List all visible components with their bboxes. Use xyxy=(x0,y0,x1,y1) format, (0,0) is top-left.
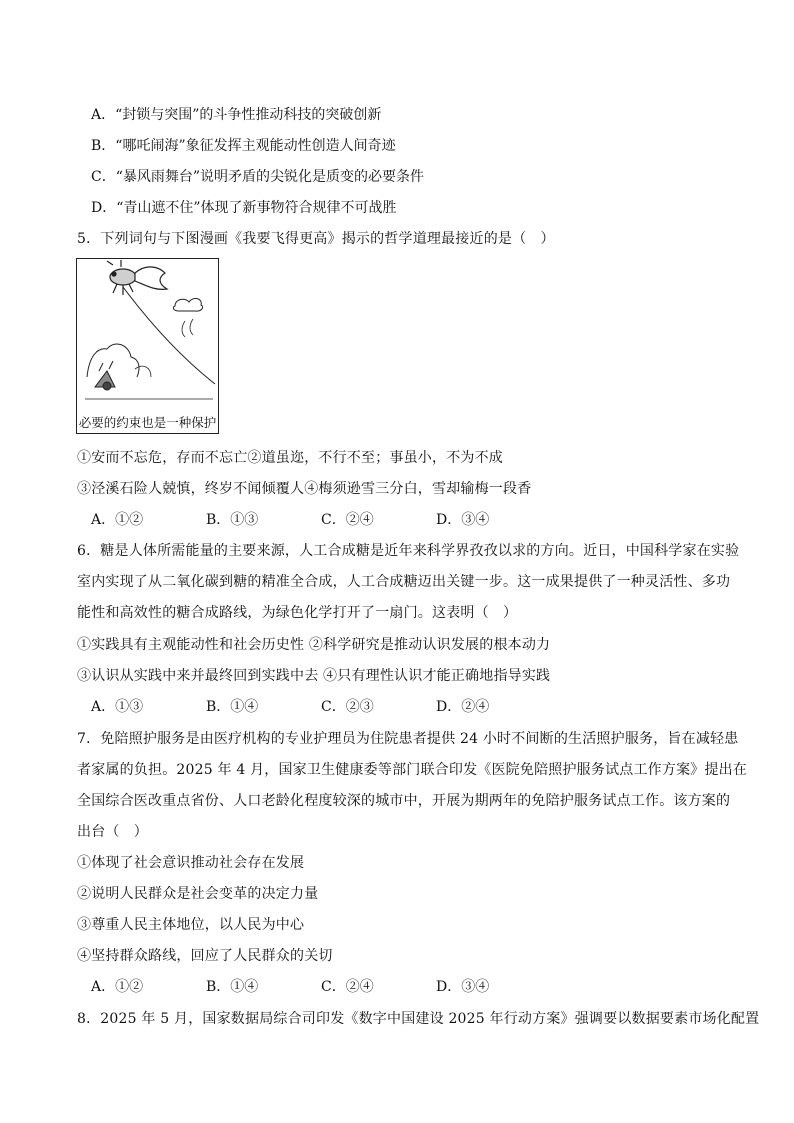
comic-illustration xyxy=(76,258,219,434)
q7-item-2: ②说明人民群众是社会变革的决定力量 xyxy=(77,886,319,902)
q7-stem-line-3: 全国综合医改重点省份、人口老龄化程度较深的城市中，开展为期两年的免陪护服务试点工作。该方案的 xyxy=(77,793,731,809)
q5-choice-d: D．③④ xyxy=(436,512,490,528)
q7-stem-line-4: 出台（ ） xyxy=(77,824,148,840)
comic-drawing xyxy=(77,259,217,409)
q7-item-3: ③尊重人民主体地位，以人民为中心 xyxy=(77,917,305,933)
q5-item-line-2: ③泾溪石险人兢慎，终岁不闻倾覆人④梅须逊雪三分白，雪却输梅一段香 xyxy=(77,481,532,497)
q7-item-1: ①体现了社会意识推动社会存在发展 xyxy=(77,855,305,871)
q4-option-a: A．“封锁与突围”的斗争性推动科技的突破创新 xyxy=(91,107,382,123)
q8-stem-line-1: 8．2025 年 5 月，国家数据局综合司印发《数字中国建设 2025 年行动方案》强调要以数据要素市场化配置 xyxy=(77,1011,760,1027)
q5-choice-a: A．①② xyxy=(91,512,144,528)
q4-option-d: D．“青山遮不住”体现了新事物符合规律不可战胜 xyxy=(91,200,397,216)
comic-caption: 必要的约束也是一种保护 xyxy=(78,415,217,430)
q7-choice-a: A．①② xyxy=(91,979,144,995)
q5-choice-c: C．②④ xyxy=(321,512,374,528)
q6-stem-line-1: 6．糖是人体所需能量的主要来源，人工合成糖是近年来科学界孜孜以求的方向。近日，中国科学家在实验 xyxy=(77,543,740,559)
kite-fish-icon xyxy=(107,260,167,295)
q6-choices xyxy=(91,696,551,716)
q6-item-line-1: ①实践具有主观能动性和社会历史性 ②科学研究是推动认识发展的根本动力 xyxy=(77,637,551,653)
q6-choice-b: B．①④ xyxy=(206,699,259,715)
q6-item-line-2: ③认识从实践中来并最终回到实践中去 ④只有理性认识才能正确地指导实践 xyxy=(77,668,551,684)
q7-choice-d: D．③④ xyxy=(436,979,490,995)
q6-choice-c: C．②③ xyxy=(321,699,374,715)
q6-choice-a: A．①③ xyxy=(91,699,144,715)
q7-stem-line-2: 者家属的负担。2025 年 4 月，国家卫生健康委等部门联合印发《医院免陪照护服务试点工作方案》提出在 xyxy=(77,762,748,778)
q5-item-line-1: ①安而不忘危，存而不忘亡②道虽迩，不行不至；事虽小，不为不成 xyxy=(77,450,503,466)
cloud-icon xyxy=(173,298,202,311)
q4-option-b: B．“哪吒闹海”象征发挥主观能动性创造人间奇迹 xyxy=(91,138,396,154)
q5-choices xyxy=(91,509,551,529)
q5-stem: 5．下列词句与下图漫画《我要飞得更高》揭示的哲学道理最接近的是（ ） xyxy=(77,231,555,247)
fallen-kite-icon xyxy=(95,361,115,390)
q5-choice-b: B．①③ xyxy=(206,512,259,528)
q7-item-4: ④坚持群众路线，回应了人民群众的关切 xyxy=(77,948,333,964)
hill xyxy=(87,344,139,377)
q6-choice-d: D．②④ xyxy=(436,699,490,715)
q7-choice-b: B．①④ xyxy=(206,979,259,995)
q6-stem-line-2: 室内实现了从二氧化碳到糖的精准全合成，人工合成糖迈出关键一步。这一成果提供了一种灵活性、多功 xyxy=(77,574,731,590)
q7-choices xyxy=(91,976,551,996)
q6-stem-line-3: 能性和高效性的糖合成路线，为绿色化学打开了一扇门。这表明（ ） xyxy=(77,605,518,621)
q7-stem-line-1: 7．免陪照护服务是由医疗机构的专业护理员为住院患者提供 24 小时不间断的生活照护服务，旨在减轻患 xyxy=(77,731,739,747)
q4-option-c: C．“暴风雨舞台”说明矛盾的尖锐化是质变的必要条件 xyxy=(91,169,425,185)
q7-choice-c: C．②④ xyxy=(321,979,374,995)
